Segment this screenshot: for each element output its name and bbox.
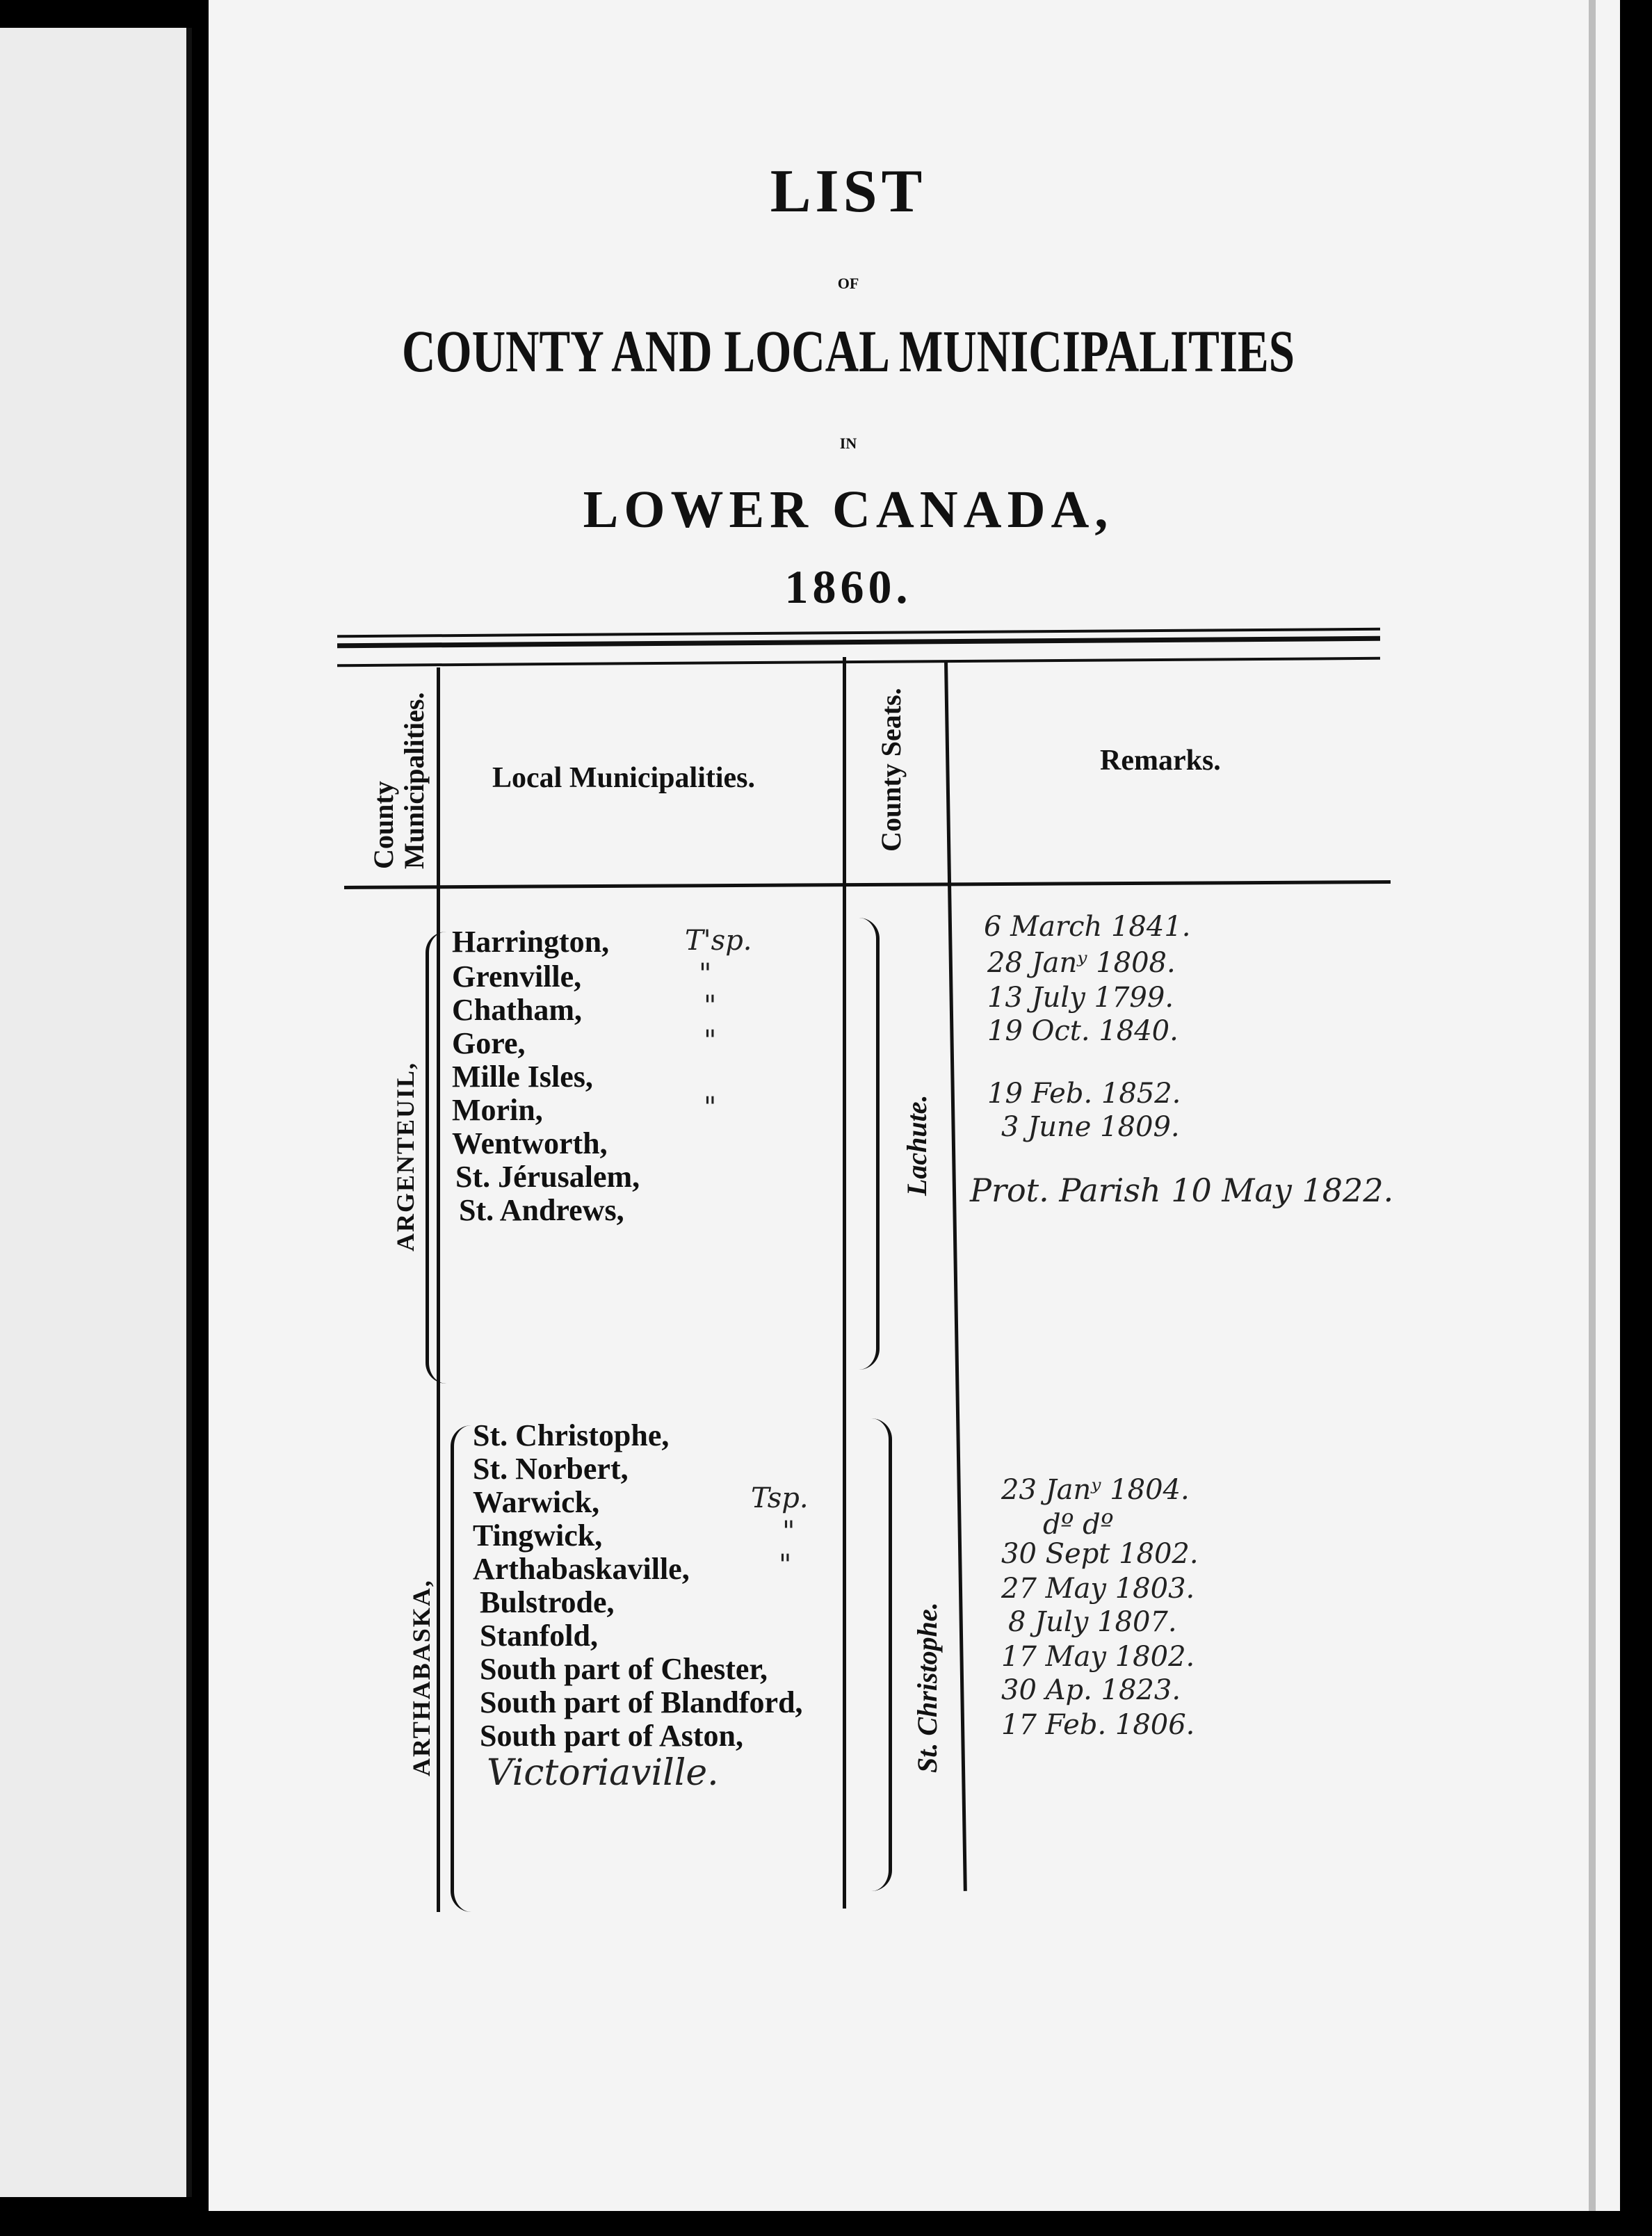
local-municipality: Morin, xyxy=(452,1093,543,1127)
handwritten-mark: Tsp. xyxy=(751,1482,809,1514)
local-municipality: Grenville, xyxy=(452,959,582,994)
title-list: LIST xyxy=(770,158,927,225)
handwritten-remark: 19 Feb. 1852. xyxy=(987,1078,1181,1110)
handwritten-remark: 3 June 1809. xyxy=(1001,1111,1180,1143)
local-municipality: Tingwick, xyxy=(473,1518,603,1553)
handwritten-remark: 6 March 1841. xyxy=(984,911,1191,943)
local-municipality: Harrington, xyxy=(452,925,610,959)
header-county-line2: Municipalities. xyxy=(398,692,430,869)
title-in: IN xyxy=(839,435,857,452)
seat-st-christophe: St. Christophe. xyxy=(912,1602,943,1773)
local-municipality: South part of Blandford, xyxy=(480,1685,803,1719)
argenteuil-brace-right xyxy=(855,918,880,1370)
handwritten-mark: " xyxy=(704,1025,717,1057)
arthabaska-brace-right xyxy=(868,1418,892,1891)
local-municipality: South part of Chester, xyxy=(480,1652,768,1686)
handwritten-mark: " xyxy=(699,958,712,990)
local-municipality: Wentworth, xyxy=(452,1126,608,1160)
title-year: 1860. xyxy=(784,560,912,613)
handwritten-remark: 30 Sept 1802. xyxy=(1001,1538,1199,1570)
handwritten-remark: 30 Ap. 1823. xyxy=(1001,1674,1181,1706)
local-municipality: Arthabaskaville, xyxy=(473,1552,690,1586)
header-remarks: Remarks. xyxy=(1100,745,1221,777)
handwritten-remark: Prot. Parish 10 May 1822. xyxy=(970,1172,1394,1209)
local-municipality: St. Norbert, xyxy=(473,1452,629,1486)
col-line-2 xyxy=(843,657,846,1909)
argenteuil-brace-left xyxy=(426,932,450,1384)
title-region: LOWER CANADA, xyxy=(583,480,1114,539)
handwritten-mark: " xyxy=(782,1516,795,1548)
county-arthabaska: ARTHABASKA, xyxy=(407,1579,435,1776)
local-municipality: Stanfold, xyxy=(480,1619,598,1653)
header-county-seats: County Seats. xyxy=(875,688,907,852)
local-municipality: St. Jérusalem, xyxy=(455,1160,640,1194)
handwritten-mark: " xyxy=(704,1092,717,1124)
local-municipality: Bulstrode, xyxy=(480,1585,615,1619)
handwritten-remark: 13 July 1799. xyxy=(987,982,1174,1014)
handwritten-remark: 8 July 1807. xyxy=(1008,1606,1177,1638)
handwritten-mark: " xyxy=(704,990,717,1022)
handwritten-remark: 27 May 1803. xyxy=(1001,1573,1195,1605)
local-municipality: St. Christophe, xyxy=(473,1418,670,1452)
local-municipality: Mille Isles, xyxy=(452,1060,593,1094)
title-main: COUNTY AND LOCAL MUNICIPALITIES xyxy=(401,318,1295,384)
local-municipality: Chatham, xyxy=(452,993,583,1027)
county-argenteuil: ARGENTEUIL, xyxy=(391,1061,419,1251)
local-municipality: Warwick, xyxy=(473,1485,600,1519)
handwritten-remark: dº dº xyxy=(1043,1509,1114,1541)
handwritten-remark: 17 Feb. 1806. xyxy=(1001,1709,1195,1741)
handwritten-remark: 28 Janʸ 1808. xyxy=(987,947,1176,979)
seat-lachute: Lachute. xyxy=(901,1094,932,1196)
facing-page-edge xyxy=(0,28,192,2197)
header-county-line1: County xyxy=(368,781,399,869)
local-municipality: St. Andrews, xyxy=(459,1193,624,1227)
local-municipality: Gore, xyxy=(452,1026,526,1060)
handwritten-municipality: Victoriaville. xyxy=(487,1752,719,1794)
header-local-municipalities: Local Municipalities. xyxy=(492,762,755,794)
handwritten-mark: " xyxy=(779,1549,792,1581)
local-municipality: South part of Aston, xyxy=(480,1719,743,1753)
page-edge-line xyxy=(1589,0,1596,2211)
title-of: OF xyxy=(837,275,859,292)
handwritten-remark: 19 Oct. 1840. xyxy=(987,1015,1179,1047)
handwritten-remark: 17 May 1802. xyxy=(1001,1641,1195,1673)
handwritten-remark: 23 Janʸ 1804. xyxy=(1001,1474,1190,1506)
arthabaska-brace-left xyxy=(451,1425,475,1912)
header-county-municipalities xyxy=(369,692,430,869)
handwritten-mark: T'sp. xyxy=(685,925,752,957)
